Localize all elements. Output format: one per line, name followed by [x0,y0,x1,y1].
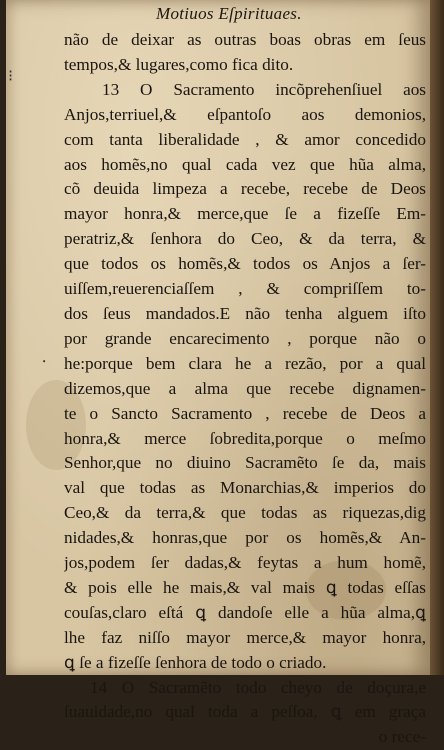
text-line: ſuauidade,no qual toda a peſſoa, ꝗ em graça [64,702,426,722]
text-line: dizemos,que a alma que recebe dignamen- [64,378,426,398]
text-line: dos ſeus mandados.E não tenha alguem iſto [64,303,426,323]
text-line: tempos,& lugares,como fica dito. [64,54,294,74]
text-line: lhe faz niſſo mayor merce,& mayor honra, [64,627,426,647]
margin-mark: ⁝ [8,68,14,85]
running-head: Motiuos Eſpirituaes. [156,4,302,23]
text-line: peratriz,& ſenhora do Ceo, & da terra, & [64,229,426,249]
body-text [64,28,426,750]
text-line: Senhor,que no diuino Sacramẽto ſe da, mais [64,453,426,473]
text-line: jos,podem ſer dadas,& feytas a hum homẽ, [64,553,426,573]
text-line: Ceo,& da terra,& que todas as riquezas,dig [64,503,426,523]
text-line: he:porque bem clara he a rezão, por a qual [64,353,426,373]
book-page [6,0,430,747]
text-line: uiſſem,reuerenciaſſem , & compriſſem to- [64,279,426,299]
text-line: nidades,& honras,que por os homẽs,& An- [64,528,426,548]
text-line: val que todas as Monarchias,& imperios do [64,478,426,498]
text-line: honra,& merce ſobredita,porque o meſmo [64,428,426,448]
text-line: mayor honra,& merce,que ſe a fizeſſe Em- [64,204,426,224]
book-edge [430,0,444,675]
text-line: não de deixar as outras boas obras em ſeus [64,30,426,49]
text-line: cõ deuida limpeza a recebe, recebe de Deos [64,179,426,199]
text-line: 14 O Sacramẽto todo cheyo de doçura,e [90,677,426,697]
text-line: aos homẽs,no qual cada vez que hũa alma, [64,154,426,174]
text-line: Anjos,terriuel,& eſpantoſo aos demonios, [64,104,426,124]
catchword: o rece- [378,727,426,747]
margin-mark: ⸱ [42,354,47,371]
text-line: te o Sancto Sacramento , recebe de Deos a [64,403,426,423]
text-line: 13 O Sacramento incõprehenſiuel aos [102,79,426,99]
text-line: por grande encarecimento , porque não o [64,328,426,348]
text-line: & pois elle he mais,& val mais ꝗ todas eſſas [64,577,426,597]
text-line: couſas,claro eſtá ꝗ dandoſe elle a hũa alma,ꝗ [64,602,426,622]
text-line: que todos os homẽs,& todos os Anjos a ſer- [64,254,426,274]
text-line: ꝗ ſe a fizeſſe ſenhora de todo o criado. [64,652,327,672]
text-line: com tanta liberalidade , & amor concedido [64,129,426,149]
